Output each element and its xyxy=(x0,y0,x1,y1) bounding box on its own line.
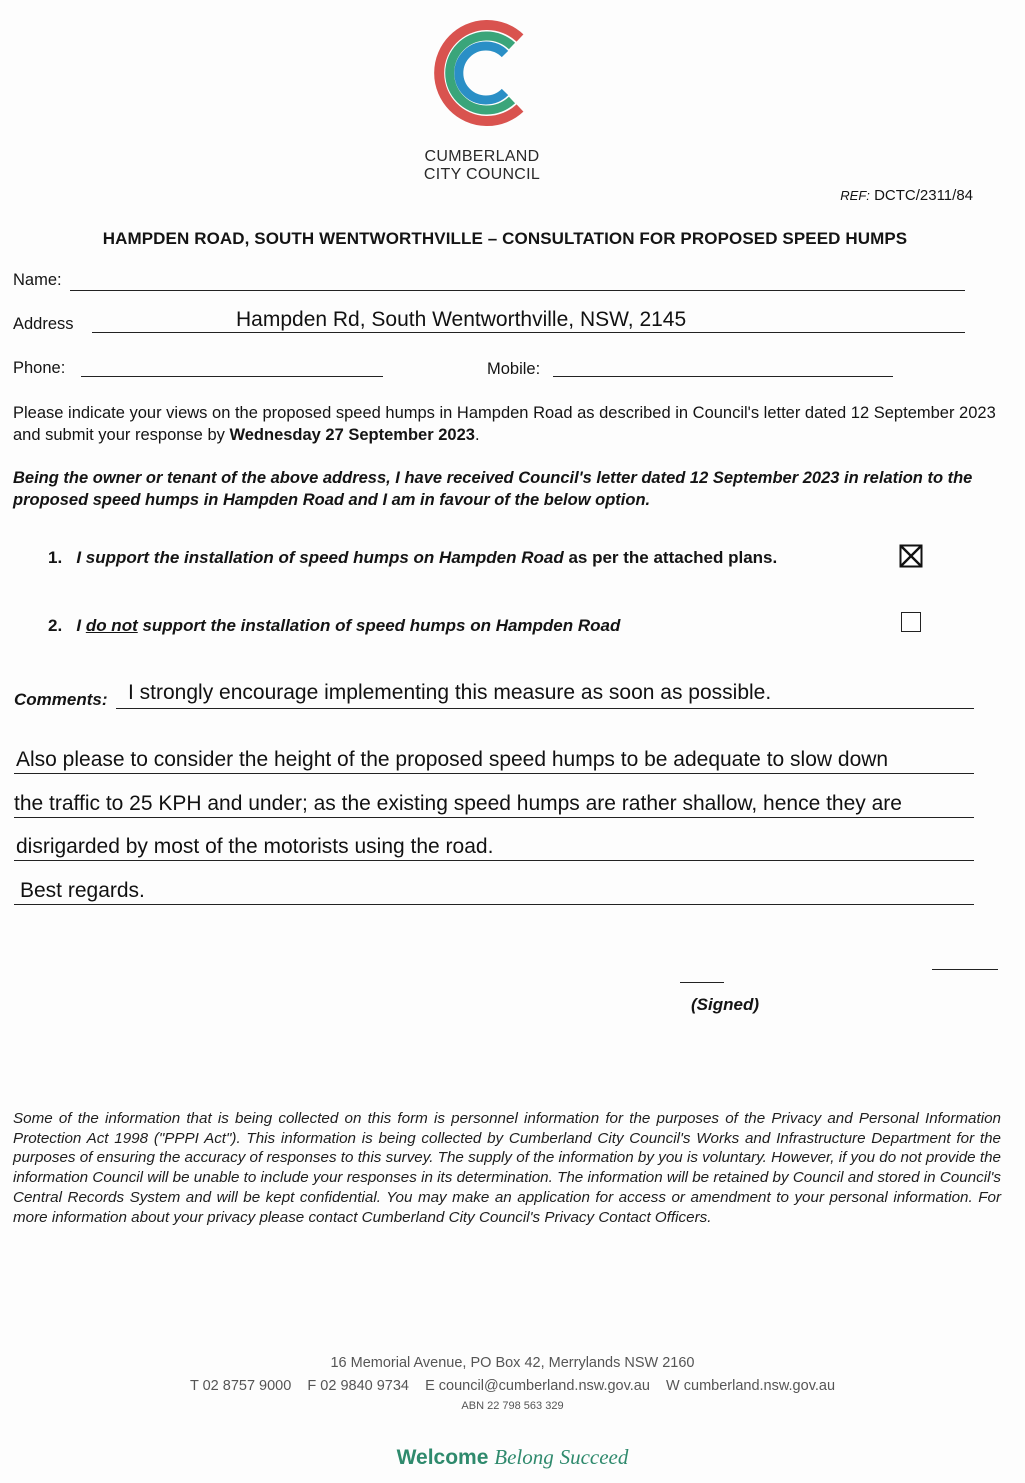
comment-line-2[interactable] xyxy=(14,773,974,774)
option-2-checkbox[interactable] xyxy=(901,612,921,632)
instructions-text: Please indicate your views on the proposed speed humps in Hampden Road as described in Council's letter dated 12 September 2023 and submit your response by xyxy=(13,404,996,444)
option-1-text: I support the installation of speed humps on Hampden Road xyxy=(76,548,564,567)
option-2-number: 2. xyxy=(48,616,63,635)
comment-text-5: Best regards. xyxy=(20,879,145,902)
org-name-line1: CUMBERLAND xyxy=(424,148,540,165)
comment-line-1[interactable] xyxy=(116,708,974,709)
option-1 xyxy=(48,548,777,568)
mobile-label: Mobile: xyxy=(487,360,541,378)
phone-label: Phone: xyxy=(13,359,66,377)
address-value: Hampden Rd, South Wentworthville, NSW, 2145 xyxy=(236,308,687,331)
option-1-suffix: as per the attached plans. xyxy=(563,548,778,567)
ref-value: DCTC/2311/84 xyxy=(874,187,973,204)
footer-address: 16 Memorial Avenue, PO Box 42, Merrylands NSW 2160 xyxy=(330,1355,695,1371)
deadline-date: Wednesday 27 September 2023 xyxy=(229,426,475,444)
cumberland-logo-icon xyxy=(426,16,536,134)
privacy-statement: Some of the information that is being collected on this form is personnel information for the purposes of the Privacy and Personal Information Protection Act 1998 ("PPPI Act"). This information is being collected by Cumberland City Council's Works and Infrastructure Department for the purposes of ensuring the accuracy of responses to this survey. The supply of the information by you is voluntary. However, if you do not provide the information Council will be unable to include your responses in its determination. The information will be retained by Council and stored in Council's Central Records System and will be kept confidential. You may make an application for access or amendment to your personal information. For more information about your privacy please contact Cumberland City Council's Privacy Contact Officers. xyxy=(13,1110,1001,1226)
name-label: Name: xyxy=(13,271,62,289)
comment-text-1: I strongly encourage implementing this measure as soon as possible. xyxy=(128,681,772,704)
instructions-paragraph xyxy=(13,402,1003,446)
signature-line[interactable] xyxy=(932,969,998,970)
phone-field[interactable] xyxy=(81,376,383,377)
option-2-prefix: I xyxy=(76,616,86,635)
comment-line-4[interactable] xyxy=(14,860,974,861)
tagline xyxy=(0,1445,1025,1470)
signature-mark xyxy=(680,982,724,983)
comment-line-3[interactable] xyxy=(14,817,974,818)
org-name-line2: CITY COUNCIL xyxy=(423,166,541,183)
address-field[interactable] xyxy=(92,332,965,333)
comments-label: Comments: xyxy=(14,690,108,709)
instructions-end: . xyxy=(474,426,480,444)
footer-abn: ABN 22 798 563 329 xyxy=(461,1400,564,1412)
option-2-emphasis: do not xyxy=(85,616,138,635)
name-field[interactable] xyxy=(70,290,965,291)
declaration-paragraph: Being the owner or tenant of the above address, I have received Council's letter dated 12 September 2023 in relation to the proposed speed humps in Hampden Road and I am in favour of the below option. xyxy=(13,469,973,509)
option-2-text: support the installation of speed humps on Hampden Road xyxy=(137,616,621,635)
address-label: Address xyxy=(13,315,74,333)
tagline-welcome: Welcome xyxy=(396,1446,489,1469)
tagline-succeed: Succeed xyxy=(559,1445,629,1469)
option-1-checkbox[interactable] xyxy=(899,544,923,568)
reference-number xyxy=(840,187,973,204)
option-1-number: 1. xyxy=(48,548,63,567)
comment-text-2: Also please to consider the height of the proposed speed humps to be adequate to slow down xyxy=(16,748,889,771)
footer-contact: T 02 8757 9000 F 02 9840 9734 E council@cumberland.nsw.gov.au W cumberland.nsw.gov.au xyxy=(189,1378,836,1394)
form-title: HAMPDEN ROAD, SOUTH WENTWORTHVILLE – CONSULTATION FOR PROPOSED SPEED HUMPS xyxy=(102,229,908,248)
option-2 xyxy=(48,616,620,636)
comment-text-3: the traffic to 25 KPH and under; as the existing speed humps are rather shallow, hence they are xyxy=(14,792,902,815)
comment-line-5[interactable] xyxy=(14,904,974,905)
ref-label: REF: xyxy=(840,188,870,203)
mobile-field[interactable] xyxy=(553,376,893,377)
tagline-belong: Belong xyxy=(494,1445,554,1469)
comment-text-4: disrigarded by most of the motorists using the road. xyxy=(16,835,494,858)
signed-label: (Signed) xyxy=(691,995,759,1014)
